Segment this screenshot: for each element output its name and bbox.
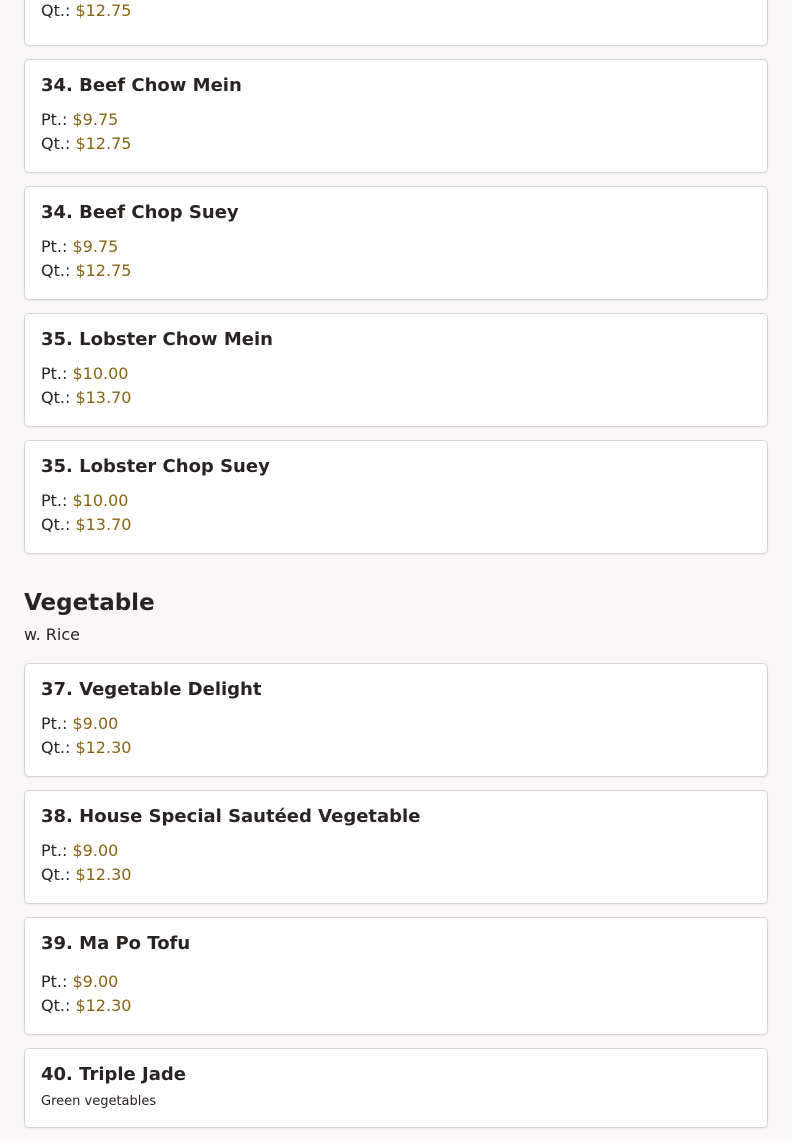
menu-item-card xyxy=(24,59,768,173)
qt-price-line xyxy=(41,994,751,1018)
section-subtitle: w. Rice xyxy=(24,625,80,644)
qt-label: Qt.: xyxy=(41,134,71,153)
pt-price: $9.00 xyxy=(72,972,119,991)
pt-price-line xyxy=(41,970,751,994)
item-name: 40. Triple Jade xyxy=(41,1064,186,1085)
pt-label: Pt.: xyxy=(41,491,68,510)
qt-price: $12.30 xyxy=(75,738,132,757)
pt-label: Pt.: xyxy=(41,110,68,129)
qt-label: Qt.: xyxy=(41,515,71,534)
qt-price: $12.75 xyxy=(75,261,132,280)
qt-price-line xyxy=(41,513,751,537)
menu-item-card xyxy=(24,440,768,554)
pt-price: $9.00 xyxy=(72,841,119,860)
pt-price: $9.75 xyxy=(72,110,119,129)
qt-price: $12.30 xyxy=(75,996,132,1015)
qt-price-line xyxy=(41,863,751,887)
item-name: 38. House Special Sautéed Vegetable xyxy=(41,806,421,827)
qt-label: Qt.: xyxy=(41,1,71,20)
item-name: 34. Beef Chow Mein xyxy=(41,75,242,96)
pt-price: $10.00 xyxy=(72,364,129,383)
qt-price: $13.70 xyxy=(75,515,132,534)
pt-price-line xyxy=(41,489,751,513)
vegetable-section-header xyxy=(24,587,768,647)
qt-label: Qt.: xyxy=(41,738,71,757)
qt-price-line xyxy=(41,386,751,410)
pt-price-line xyxy=(41,362,751,386)
menu-item-card xyxy=(24,313,768,427)
qt-price: $13.70 xyxy=(75,388,132,407)
qt-price-line xyxy=(41,132,751,156)
item-name: 35. Lobster Chop Suey xyxy=(41,456,270,477)
menu-item-card xyxy=(24,186,768,300)
qt-price: $12.30 xyxy=(75,865,132,884)
pt-price: $9.00 xyxy=(72,714,119,733)
item-name: 35. Lobster Chow Mein xyxy=(41,329,273,350)
pt-label: Pt.: xyxy=(41,237,68,256)
menu-item-card xyxy=(24,1048,768,1128)
section-title: Vegetable xyxy=(24,590,155,616)
item-name: 37. Vegetable Delight xyxy=(41,679,262,700)
qt-price-line xyxy=(41,0,751,23)
pt-label: Pt.: xyxy=(41,972,68,991)
qt-label: Qt.: xyxy=(41,996,71,1015)
pt-label: Pt.: xyxy=(41,364,68,383)
menu-item-card xyxy=(24,663,768,777)
pt-price: $9.75 xyxy=(72,237,119,256)
qt-price: $12.75 xyxy=(75,1,132,20)
qt-price: $12.75 xyxy=(75,134,132,153)
item-description: Green vegetables xyxy=(41,1094,157,1109)
pt-price-line xyxy=(41,839,751,863)
pt-price: $10.00 xyxy=(72,491,129,510)
qt-label: Qt.: xyxy=(41,865,71,884)
pt-price-line xyxy=(41,108,751,132)
qt-price-line xyxy=(41,736,751,760)
qt-label: Qt.: xyxy=(41,388,71,407)
pt-label: Pt.: xyxy=(41,841,68,860)
item-name: 39. Ma Po Tofu xyxy=(41,933,191,954)
menu-item-card xyxy=(24,790,768,904)
menu-item-card xyxy=(24,0,768,46)
item-name: 34. Beef Chop Suey xyxy=(41,202,239,223)
menu-item-card xyxy=(24,917,768,1035)
menu-list xyxy=(24,0,768,1141)
pt-price-line xyxy=(41,235,751,259)
qt-price-line xyxy=(41,259,751,283)
qt-label: Qt.: xyxy=(41,261,71,280)
pt-price-line xyxy=(41,712,751,736)
pt-label: Pt.: xyxy=(41,714,68,733)
